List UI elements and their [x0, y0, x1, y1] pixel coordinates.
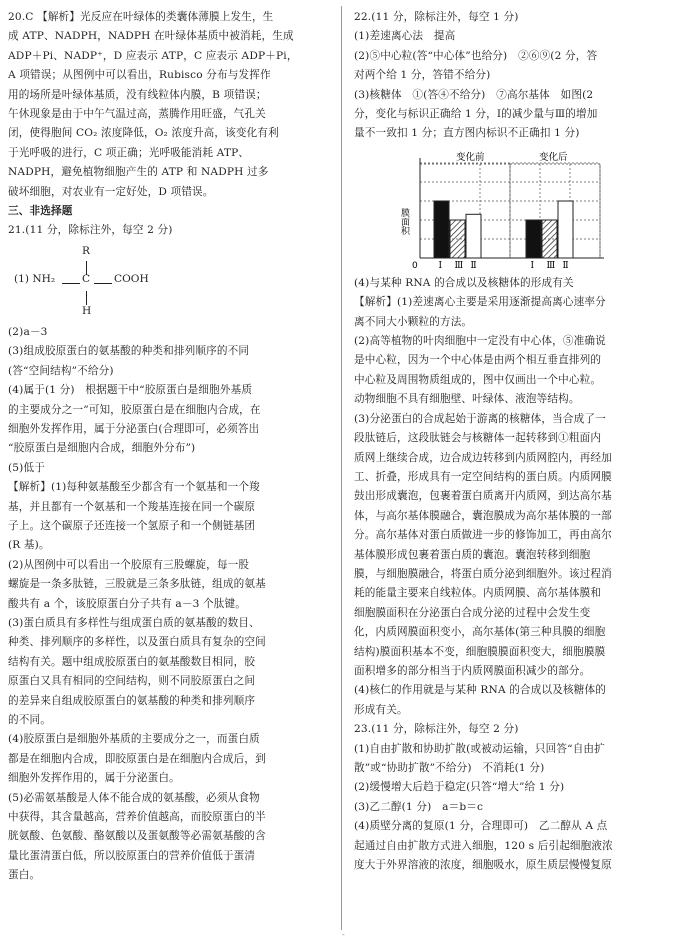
- chart-svg: [354, 146, 684, 274]
- chart-origin: 0: [412, 260, 418, 271]
- right-column: [354, 8, 684, 875]
- bond-right: [94, 283, 112, 284]
- bond-bottom: [86, 291, 87, 305]
- left-column: [8, 8, 330, 886]
- q22-body: (4)与某种 RNA 的合成以及核糖体的形成有关 【解析】(1)差速离心主要是采用逐渐提高离心速率分 离不同大小颗粒的方法。 (2)高等植物的叶肉细胞中一定没有中心体，⑤准确说 是中心粒，因为一个中心体是由两个相互垂直排列的 中心粒及周围物质组成的，图中仅画出一个中心粒。 动物细胞不具有细胞壁、叶绿体、液泡等结构。 (3)分泌蛋白的合成起始于游离的核糖体，当合成了一 段肽链后，这段肽链会与核糖体一起转移到①粗面内 质网上继续合成，边合成边转移到内质网腔内，再经加 工、折叠，形成具有一定空间结构的蛋白质。内质网膜 鼓出形成囊泡，包裹着蛋白质离开内质网，到达高尔基 体，与高尔基体膜融合，囊泡膜成为高尔基体膜的一部 分。高尔基体对蛋白质做进一步的修饰加工，再由高尔 基体膜形成包裹着蛋白质的囊泡。囊泡转移到细胞 膜，与细胞膜融合，将蛋白质分泌到细胞外。该过程消 耗的能量主要来自线粒体。内质网膜、高尔基体膜和 细胞膜面积在分泌蛋白合成分泌的过程中会发生变 化，内质网膜面积变小，高尔基体(第三种具膜的细胞 结构)膜面积基本不变，细胞膜膜面积变大，细胞膜膜 面积增多的部分相当于内质网膜面积减少的部分。 (4)核仁的作用就是与某种 RNA 的合成以及核糖体的 形成有关。: [354, 276, 612, 716]
- before-tick-3: Ⅱ: [470, 260, 477, 271]
- label-after: 变化后: [539, 151, 568, 163]
- after-tick-1: Ⅰ: [530, 260, 535, 271]
- formula-c: C: [82, 272, 91, 285]
- q22-header: 22.(11 分，除标注外，每空 1 分) (1)差速离心法 提高 (2)⑤中心粒(答“中心体”也给分) ②⑥⑨(2 分，答 对两个给 1 分，答错不给分) (3)核糖体 ①(答④不给分) ⑦高尔基体 如图(2 分，变化与标识正确给 1 分，Ⅰ的减少量与Ⅲ的增加 量不一致扣 1 分；直方图内标识不正确扣 1 分): [354, 11, 598, 140]
- before-tick-1: Ⅰ: [438, 260, 443, 271]
- before-tick-2: Ⅲ: [454, 260, 464, 271]
- q20-answer: 20.C 【解析】光反应在叶绿体的类囊体薄膜上发生，生 成 ATP、NADPH，NADPH 在叶绿体基质中被消耗，生成 ADP＋Pi、NADP⁺，D 应表示 ATP，C 应表示 ADP＋Pi， A 项错误；从图例中可以看出，Rubisco 分布与发挥作 用的场所是叶绿体基质，没有线粒体内膜，B 项错误； 午休现象是由于中午气温过高，蒸腾作用旺盛，气孔关 闭，使得胞间 CO₂ 浓度降低，O₂ 浓度升高，该变化有利 于光呼吸的进行，C 项正确；光呼吸能消耗 ATP、 NADPH，避免植物细胞产生的 ATP 和 NADPH 过多 破坏细胞，对农业有一定好处，D 项错误。: [8, 11, 298, 198]
- membrane-area-chart: [354, 146, 684, 274]
- formula-prefix: (1) NH₂: [14, 272, 56, 285]
- before-bar-3: [466, 214, 481, 258]
- section-title: 三、非选择题: [8, 205, 73, 218]
- formula-h: H: [82, 304, 92, 317]
- page-footer: -: [342, 930, 345, 939]
- q21-body: (2)a－3 (3)组成胶原蛋白的氨基酸的种类和排列顺序的不同 (答“空间结构”不给分) (4)属于(1 分) 根据题干中“胶原蛋白是细胞外基质 的主要成分之一”可知，胶原蛋白是在细胞内合成，在 细胞外发挥作用，属于分泌蛋白(合理即可，必须答出 “胶原蛋白是细胞内合成，细胞外分布”) (5)低于 【解析】(1)每种氨基酸至少都含有一个氨基和一个羧 基，并且都有一个氨基和一个羧基连接在同一个碳原 子上。这个碳原子还连接一个氢原子和一个侧链基团 (R 基)。 (2)从图例中可以看出一个胶原有三股螺旋，每一股 螺旋是一条多肽链，三股就是三条多肽链，组成的氨基 酸共有 a 个，该胶原蛋白分子共有 a－3 个肽键。 (3)蛋白质具有多样性与组成蛋白质的氨基酸的数目、 种类、排列顺序的多样性，以及蛋白质具有复杂的空间 结构有关。题中组成胶原蛋白的氨基酸数目相同，胶 原蛋白又具有相同的空间结构，则不同胶原蛋白之间 的差异来自组成胶原蛋白的氨基酸的种类和排列顺序 的不同。 (4)胶原蛋白是细胞外基质的主要成分之一，而蛋白质 都是在细胞内合成，即胶原蛋白是在细胞内合成后，到 细胞外发挥作用的，属于分泌蛋白。 (5)必需氨基酸是人体不能合成的氨基酸，必须从食物 中获得，其含量越高，营养价值越高，而胶原蛋白的半 胱氨酸、色氨酸、酪氨酸以及蛋氨酸等必需氨基酸的含 量比蛋清蛋白低，所以胶原蛋白的营养价值低于蛋清 蛋白。: [8, 325, 266, 882]
- before-bar-1: [434, 201, 449, 258]
- after-bar-3: [558, 201, 573, 258]
- column-divider: [341, 6, 342, 930]
- after-tick-2: Ⅲ: [546, 260, 556, 271]
- q21-header: 21.(11 分，除标注外，每空 2 分): [8, 224, 173, 237]
- after-tick-3: Ⅱ: [562, 260, 569, 271]
- bond-left: [62, 283, 80, 284]
- formula-cooh: COOH: [114, 272, 149, 285]
- amino-acid-formula: [8, 241, 330, 323]
- after-bar-1: [526, 220, 541, 258]
- label-before: 变化前: [456, 151, 485, 163]
- after-bar-2: [542, 220, 557, 258]
- before-bar-2: [450, 220, 465, 258]
- q23-answer: 23.(11 分，除标注外，每空 2 分) (1)自由扩散和协助扩散(或被动运输，只回答“自由扩 散”或“协助扩散”不给分) 不消耗(1 分) (2)缓慢增大后趋于稳定(只答“增大”给 1 分) (3)乙二醇(1 分) a＝b＝c (4)质壁分离的复原(1 分，合理即可) 乙二醇从 A 点 起通过自由扩散方式进入细胞，120 s 后引起细胞液浓 度大于外界溶液的浓度，细胞吸水，原生质层慢慢复原: [354, 723, 613, 872]
- chart-ylabel: 膜面积: [399, 207, 409, 235]
- formula-r: R: [82, 244, 90, 257]
